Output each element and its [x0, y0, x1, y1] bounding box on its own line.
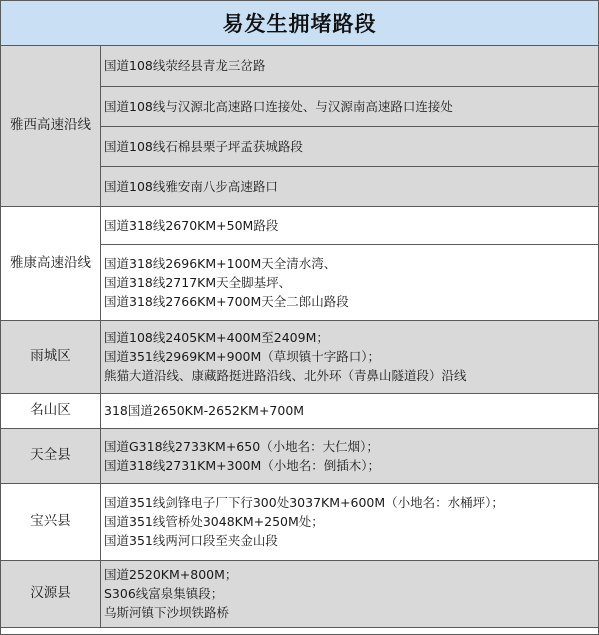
area-cell: 天全县 — [1, 428, 101, 483]
table-row — [1, 206, 598, 244]
location-line: 国道108线荥经县青龙三岔路 — [104, 58, 266, 74]
location-line: 国道108线与汉源北高速路口连接处、与汉源南高速路口连接处 — [104, 98, 453, 114]
area-cell: 雨城区 — [1, 320, 101, 393]
area-cell: 名山区 — [1, 393, 101, 428]
location-line: 318国道2650KM-2652KM+700M — [104, 403, 305, 418]
table-row — [1, 560, 598, 627]
table-row — [1, 46, 598, 86]
table-row — [1, 320, 598, 393]
location-line: 国道351线两河口段至夹金山段 — [104, 533, 278, 548]
location-line: 熊猫大道沿线、康藏路挺进路沿线、北外环（青鼻山隧道段）沿线 — [104, 368, 467, 383]
area-cell: 雅西高速沿线 — [1, 46, 101, 206]
location-cell — [101, 86, 599, 126]
location-line: 国道108线2405KM+400M至2409M； — [104, 330, 329, 345]
location-line: 国道351线管桥处3048KM+250M处； — [104, 514, 324, 529]
location-line: 国道318线2766KM+700M天全二郎山路段 — [104, 293, 349, 309]
location-cell — [101, 166, 599, 206]
location-line: 乌斯河镇下沙坝铁路桥 — [104, 605, 230, 620]
table-row — [1, 428, 598, 483]
location-line: 国道351线2969KM+900M（草坝镇十字路口）； — [104, 349, 381, 364]
location-line: 国道G318线2733KM+650（小地名：大仁烟）； — [104, 438, 379, 454]
location-line: 国道318线2696KM+100M天全清水湾、 — [104, 255, 337, 271]
location-cell — [101, 206, 599, 244]
area-cell: 雅康高速沿线 — [1, 206, 101, 320]
location-cell — [101, 244, 599, 320]
location-line: 国道108线雅安南八步高速路口 — [104, 178, 278, 194]
congestion-table — [1, 46, 598, 628]
location-cell — [101, 483, 599, 560]
table-row — [1, 483, 598, 560]
table-title: 易发生拥堵路段 — [1, 1, 598, 46]
location-cell — [101, 560, 599, 627]
location-cell — [101, 428, 599, 483]
table-row — [1, 393, 598, 428]
location-line: 国道351线剑锋电子厂下行300处3037KM+600M（小地名：水桶坪）； — [104, 495, 504, 510]
location-line: 国道318线2731KM+300M（小地名：倒插木）； — [104, 457, 381, 473]
location-cell — [101, 393, 599, 428]
location-cell — [101, 126, 599, 166]
location-line: 国道108线石棉县栗子坪孟获城路段 — [104, 138, 303, 154]
location-line: 国道318线2670KM+50M路段 — [104, 217, 279, 233]
location-line: S306线富泉集镇段； — [104, 586, 224, 601]
area-cell: 宝兴县 — [1, 483, 101, 560]
location-cell — [101, 320, 599, 393]
location-cell — [101, 46, 599, 86]
location-line: 国道318线2717KM天全脚基坪、 — [104, 274, 292, 290]
area-cell: 汉源县 — [1, 560, 101, 627]
location-line: 国道2520KM+800M； — [104, 567, 238, 582]
congestion-table-body — [1, 46, 598, 627]
